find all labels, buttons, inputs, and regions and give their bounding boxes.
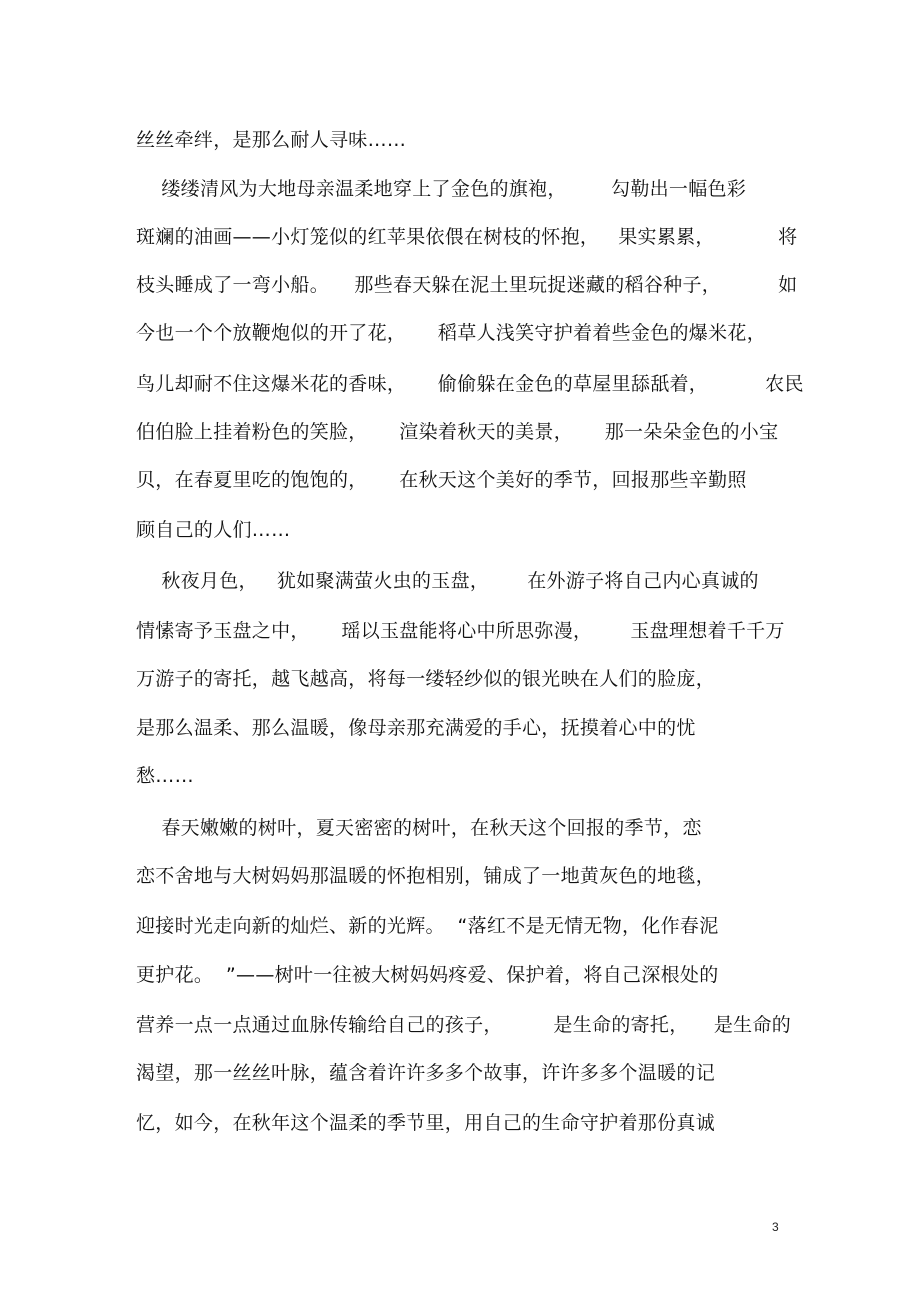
text-line: 丝丝牵绊，是那么耐人寻味…… [136, 129, 407, 151]
text-line: 伯伯脸上挂着粉色的笑脸， 渲染着秋天的美景， 那一朵朵金色的小宝 [136, 421, 779, 443]
text-line: 愁…… [136, 765, 194, 787]
text-line: 忆，如今，在秋年这个温柔的季节里，用自己的生命守护着那份真诚 [136, 1112, 716, 1134]
text-line: 万游子的寄托，越飞越高，将每一缕轻纱似的银光映在人们的脸庞， [136, 668, 716, 690]
text-line: 今也一个个放鞭炮似的开了花， 稻草人浅笑守护着着些金色的爆米花， [136, 322, 766, 344]
text-line: 更护花。 ”——树叶一往被大树妈妈疼爱、保护着，将自己深根处的 [136, 964, 719, 986]
text-line: 贝，在春夏里吃的饱饱的， 在秋天这个美好的季节，回报那些辛勤照 [136, 469, 747, 491]
text-line: 恋不舍地与大树妈妈那温暖的怀抱相别，铺成了一地黄灰色的地毯， [136, 865, 716, 887]
text-line: 顾自己的人们…… [136, 519, 291, 541]
text-line: 渴望，那一丝丝叶脉，蕴含着许许多多个故事，许许多多个温暖的记 [136, 1062, 716, 1084]
page-number: 3 [772, 1220, 779, 1234]
text-line: 缕缕清风为大地母亲温柔地穿上了金色的旗袍， 勾勒出一幅色彩 [136, 178, 747, 200]
text-line: 鸟儿却耐不住这爆米花的香味， 偷偷躲在金色的草屋里舔舐着， 农民 [136, 373, 804, 395]
text-line: 迎接时光走向新的灿烂、新的光辉。 “落红不是无情无物，化作春泥 [136, 915, 719, 937]
text-line: 斑斓的油画——小灯笼似的红苹果依偎在树枝的怀抱， 果实累累， 将 [136, 226, 798, 248]
text-line: 秋夜月色， 犹如聚满萤火虫的玉盘， 在外游子将自己内心真诚的 [136, 570, 759, 592]
text-line: 枝头睡成了一弯小船。 那些春天躲在泥土里玩捉迷藏的稻谷种子， 如 [136, 274, 798, 296]
text-line: 是那么温柔、那么温暖，像母亲那充满爱的手心，抚摸着心中的忧 [136, 717, 696, 739]
text-line: 情愫寄予玉盘之中， 瑶以玉盘能将心中所思弥漫， 玉盘理想着千千万 [136, 620, 785, 642]
text-line: 春天嫩嫩的树叶，夏天密密的树叶，在秋天这个回报的季节，恋 [136, 817, 702, 839]
text-line: 营养一点一点通过血脉传输给自己的孩子， 是生命的寄托， 是生命的 [136, 1014, 792, 1036]
